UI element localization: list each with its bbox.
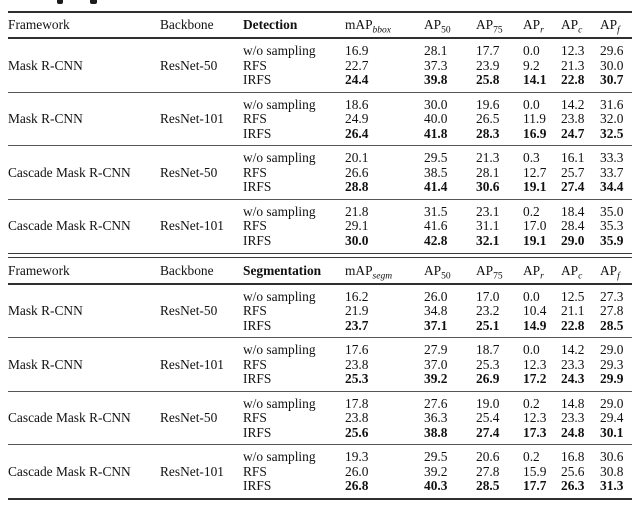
value-cell: 25.7	[561, 164, 585, 180]
value-cell: 35.9	[600, 232, 624, 248]
metric-subscript: 50	[441, 271, 451, 282]
value-cell: 21.3	[561, 57, 585, 73]
value-cell: 29.0	[600, 342, 624, 358]
value-cell: 24.8	[561, 424, 585, 440]
value-cell: 24.4	[345, 72, 369, 87]
value-cell: 25.8	[476, 72, 500, 87]
method-cell: IRFS	[243, 424, 272, 440]
value-cell: 27.4	[476, 424, 500, 440]
method-cell: w/o sampling	[243, 449, 316, 465]
value-cell: 27.3	[600, 288, 624, 304]
value-cell: 25.4	[476, 410, 500, 426]
table-group	[8, 391, 632, 445]
metric-base: AP	[600, 262, 618, 278]
value-cell: 24.3	[561, 371, 585, 387]
section-divider-double-rule	[8, 253, 632, 258]
value-cell: 28.5	[600, 317, 624, 333]
value-cell: 26.4	[345, 125, 369, 141]
framework-cell: Mask R-CNN	[8, 303, 83, 319]
value-cell: 17.0	[523, 218, 547, 233]
framework-column-header: Framework	[8, 262, 70, 278]
value-cell: 39.2	[424, 463, 448, 479]
value-cell: 37.1	[424, 317, 448, 333]
value-cell: 40.3	[424, 478, 448, 494]
backbone-cell: ResNet-101	[160, 356, 224, 372]
value-cell: 18.7	[476, 342, 500, 358]
framework-cell: Cascade Mask R-CNN	[8, 164, 131, 180]
value-cell: 21.9	[345, 303, 369, 319]
segmentation-header-row	[8, 259, 632, 283]
value-cell: 23.9	[476, 57, 500, 73]
method-cell: IRFS	[243, 179, 272, 194]
value-cell: 18.6	[345, 96, 369, 112]
value-cell: 0.0	[523, 342, 540, 358]
value-cell: 32.0	[600, 111, 624, 126]
value-cell: 36.3	[424, 410, 448, 426]
value-cell: 28.5	[476, 478, 500, 494]
value-cell: 25.6	[561, 463, 585, 479]
value-cell: 28.3	[476, 125, 500, 141]
framework-cell: Mask R-CNN	[8, 356, 83, 372]
table-group	[8, 285, 632, 338]
value-cell: 41.8	[424, 125, 448, 141]
metric-column-header	[345, 262, 424, 282]
framework-cell: Cascade Mask R-CNN	[8, 463, 131, 479]
value-cell: 31.1	[476, 218, 500, 233]
metric-subscript: 50	[441, 25, 451, 36]
value-cell: 40.0	[424, 111, 448, 126]
framework-cell: Cascade Mask R-CNN	[8, 218, 131, 233]
value-cell: 29.1	[345, 218, 369, 233]
clipped-caption-descender	[90, 0, 97, 4]
method-cell: w/o sampling	[243, 43, 316, 58]
table-group	[8, 92, 632, 146]
value-cell: 31.3	[600, 478, 624, 494]
metric-subscript: c	[578, 271, 583, 282]
value-cell: 9.2	[523, 57, 540, 73]
value-cell: 30.0	[600, 57, 624, 73]
metric-column-header	[600, 262, 632, 282]
value-cell: 30.0	[424, 96, 448, 112]
value-cell: 25.1	[476, 317, 500, 333]
value-cell: 14.2	[561, 96, 585, 112]
backbone-cell: ResNet-101	[160, 111, 224, 126]
method-cell: w/o sampling	[243, 288, 316, 304]
metric-base: mAP	[345, 17, 373, 32]
metric-column-header	[561, 17, 600, 36]
value-cell: 16.9	[523, 125, 547, 141]
method-cell: RFS	[243, 463, 267, 479]
method-cell: IRFS	[243, 125, 272, 141]
method-cell: RFS	[243, 410, 267, 426]
value-cell: 28.1	[476, 164, 500, 180]
value-cell: 30.7	[600, 72, 624, 87]
value-cell: 14.9	[523, 317, 547, 333]
table-group	[8, 444, 632, 498]
value-cell: 16.8	[561, 449, 585, 465]
value-cell: 22.7	[345, 57, 369, 73]
method-cell: w/o sampling	[243, 342, 316, 358]
value-cell: 26.8	[345, 478, 369, 494]
method-cell: w/o sampling	[243, 395, 316, 411]
metric-base: AP	[523, 17, 541, 32]
table-group	[8, 199, 632, 253]
value-cell: 21.8	[345, 203, 369, 219]
value-cell: 26.5	[476, 111, 500, 126]
metric-column-header	[424, 17, 476, 36]
value-cell: 39.2	[424, 371, 448, 387]
value-cell: 12.7	[523, 164, 547, 180]
metric-column-header	[476, 262, 523, 282]
backbone-column-header: Backbone	[160, 262, 214, 278]
method-cell: RFS	[243, 303, 267, 319]
value-cell: 28.4	[561, 218, 585, 233]
value-cell: 0.0	[523, 288, 540, 304]
value-cell: 0.2	[523, 395, 540, 411]
method-cell: RFS	[243, 164, 267, 180]
value-cell: 23.8	[345, 410, 369, 426]
backbone-cell: ResNet-50	[160, 57, 218, 73]
value-cell: 38.8	[424, 424, 448, 440]
backbone-cell: ResNet-50	[160, 410, 218, 426]
value-cell: 0.2	[523, 449, 540, 465]
value-cell: 12.3	[561, 43, 585, 58]
value-cell: 23.3	[561, 356, 585, 372]
value-cell: 20.1	[345, 150, 369, 165]
task-column-header: Segmentation	[243, 262, 322, 278]
metric-base: AP	[424, 262, 442, 278]
metric-subscript: r	[540, 25, 544, 36]
value-cell: 30.1	[600, 424, 624, 440]
value-cell: 17.2	[523, 371, 547, 387]
method-cell: IRFS	[243, 317, 272, 333]
metric-subscript: r	[540, 271, 544, 282]
value-cell: 26.3	[561, 478, 585, 494]
metric-base: AP	[476, 17, 494, 32]
value-cell: 23.3	[561, 410, 585, 426]
value-cell: 25.3	[476, 356, 500, 372]
table-group	[8, 337, 632, 391]
value-cell: 30.8	[600, 463, 624, 479]
value-cell: 11.9	[523, 111, 546, 126]
value-cell: 26.6	[345, 164, 369, 180]
value-cell: 31.6	[600, 96, 624, 112]
value-cell: 16.1	[561, 150, 585, 165]
detection-groups	[8, 39, 632, 252]
metric-base: AP	[476, 262, 494, 278]
value-cell: 12.3	[523, 356, 547, 372]
value-cell: 17.0	[476, 288, 500, 304]
table-group	[8, 39, 632, 92]
method-cell: w/o sampling	[243, 150, 316, 165]
metric-subscript: f	[617, 25, 620, 36]
value-cell: 27.6	[424, 395, 448, 411]
framework-cell: Mask R-CNN	[8, 57, 83, 73]
backbone-cell: ResNet-50	[160, 303, 218, 319]
value-cell: 19.1	[523, 232, 547, 248]
value-cell: 18.4	[561, 203, 585, 219]
value-cell: 24.9	[345, 111, 369, 126]
method-cell: IRFS	[243, 478, 272, 494]
table-group	[8, 145, 632, 199]
value-cell: 27.8	[476, 463, 500, 479]
value-cell: 41.6	[424, 218, 448, 233]
detection-header-row	[8, 13, 632, 37]
value-cell: 0.3	[523, 150, 540, 165]
value-cell: 34.4	[600, 179, 624, 194]
method-cell: IRFS	[243, 72, 272, 87]
metric-subscript: f	[617, 271, 620, 282]
method-cell: w/o sampling	[243, 96, 316, 112]
value-cell: 19.1	[523, 179, 547, 194]
method-cell: RFS	[243, 111, 267, 126]
value-cell: 23.8	[345, 356, 369, 372]
value-cell: 29.5	[424, 150, 448, 165]
backbone-cell: ResNet-50	[160, 164, 218, 180]
metric-subscript: segm	[372, 271, 393, 282]
metric-base: AP	[600, 17, 618, 32]
value-cell: 19.3	[345, 449, 369, 465]
value-cell: 25.3	[345, 371, 369, 387]
metric-column-header	[523, 17, 561, 36]
value-cell: 25.6	[345, 424, 369, 440]
value-cell: 34.8	[424, 303, 448, 319]
value-cell: 10.4	[523, 303, 547, 319]
value-cell: 22.8	[561, 317, 585, 333]
metric-subscript: bbox	[372, 25, 392, 36]
value-cell: 38.5	[424, 164, 448, 180]
value-cell: 31.5	[424, 203, 448, 219]
metric-base: mAP	[345, 262, 373, 278]
metric-column-header	[424, 262, 476, 282]
metric-base: AP	[561, 17, 579, 32]
value-cell: 29.5	[424, 449, 448, 465]
method-cell: IRFS	[243, 371, 272, 387]
backbone-cell: ResNet-101	[160, 463, 224, 479]
metric-column-header	[476, 17, 523, 36]
metric-subscript: 75	[493, 25, 503, 36]
value-cell: 14.8	[561, 395, 585, 411]
segmentation-groups	[8, 285, 632, 498]
value-cell: 29.0	[561, 232, 585, 248]
value-cell: 32.1	[476, 232, 500, 248]
method-cell: RFS	[243, 356, 267, 372]
value-cell: 21.1	[561, 303, 585, 319]
value-cell: 26.0	[424, 288, 448, 304]
value-cell: 28.8	[345, 179, 369, 194]
value-cell: 16.9	[345, 43, 369, 58]
value-cell: 42.8	[424, 232, 448, 248]
value-cell: 23.2	[476, 303, 500, 319]
value-cell: 26.0	[345, 463, 369, 479]
value-cell: 28.1	[424, 43, 448, 58]
metric-subscript: c	[578, 25, 583, 36]
framework-column-header: Framework	[8, 17, 70, 32]
value-cell: 23.1	[476, 203, 500, 219]
metric-subscript: 75	[493, 271, 503, 282]
value-cell: 15.9	[523, 463, 547, 479]
metric-base: AP	[523, 262, 541, 278]
value-cell: 37.3	[424, 57, 448, 73]
value-cell: 22.8	[561, 72, 585, 87]
value-cell: 35.0	[600, 203, 624, 219]
value-cell: 0.2	[523, 203, 540, 219]
method-cell: IRFS	[243, 232, 272, 248]
value-cell: 39.8	[424, 72, 448, 87]
value-cell: 33.7	[600, 164, 624, 180]
value-cell: 24.7	[561, 125, 585, 141]
value-cell: 29.0	[600, 395, 624, 411]
value-cell: 12.3	[523, 410, 547, 426]
metric-column-header	[600, 17, 632, 36]
value-cell: 21.3	[476, 150, 500, 165]
results-table	[0, 11, 640, 500]
value-cell: 30.6	[476, 179, 500, 194]
metric-base: AP	[424, 17, 442, 32]
metric-column-header	[523, 262, 561, 282]
value-cell: 29.9	[600, 371, 624, 387]
value-cell: 29.4	[600, 410, 624, 426]
value-cell: 14.1	[523, 72, 547, 87]
value-cell: 17.6	[345, 342, 369, 358]
value-cell: 14.2	[561, 342, 585, 358]
value-cell: 17.8	[345, 395, 369, 411]
method-cell: RFS	[243, 57, 267, 73]
value-cell: 30.0	[345, 232, 369, 248]
value-cell: 19.6	[476, 96, 500, 112]
value-cell: 19.0	[476, 395, 500, 411]
value-cell: 17.7	[476, 43, 500, 58]
value-cell: 26.9	[476, 371, 500, 387]
backbone-cell: ResNet-101	[160, 218, 224, 233]
metric-column-header	[345, 17, 424, 36]
framework-cell: Cascade Mask R-CNN	[8, 410, 131, 426]
value-cell: 27.9	[424, 342, 448, 358]
backbone-column-header: Backbone	[160, 17, 214, 32]
table-bottom-rule	[8, 498, 632, 500]
framework-cell: Mask R-CNN	[8, 111, 83, 126]
clipped-caption-descender	[57, 0, 63, 4]
value-cell: 12.5	[561, 288, 585, 304]
value-cell: 20.6	[476, 449, 500, 465]
value-cell: 23.8	[561, 111, 585, 126]
value-cell: 37.0	[424, 356, 448, 372]
value-cell: 27.8	[600, 303, 624, 319]
value-cell: 30.6	[600, 449, 624, 465]
value-cell: 0.0	[523, 96, 540, 112]
value-cell: 32.5	[600, 125, 624, 141]
value-cell: 23.7	[345, 317, 369, 333]
method-cell: RFS	[243, 218, 267, 233]
value-cell: 16.2	[345, 288, 369, 304]
value-cell: 41.4	[424, 179, 448, 194]
value-cell: 29.6	[600, 43, 624, 58]
value-cell: 33.3	[600, 150, 624, 165]
task-column-header: Detection	[243, 17, 298, 32]
metric-base: AP	[561, 262, 579, 278]
metric-column-header	[561, 262, 600, 282]
value-cell: 0.0	[523, 43, 540, 58]
method-cell: w/o sampling	[243, 203, 316, 219]
value-cell: 27.4	[561, 179, 585, 194]
value-cell: 17.3	[523, 424, 547, 440]
value-cell: 35.3	[600, 218, 624, 233]
value-cell: 29.3	[600, 356, 624, 372]
value-cell: 17.7	[523, 478, 547, 494]
